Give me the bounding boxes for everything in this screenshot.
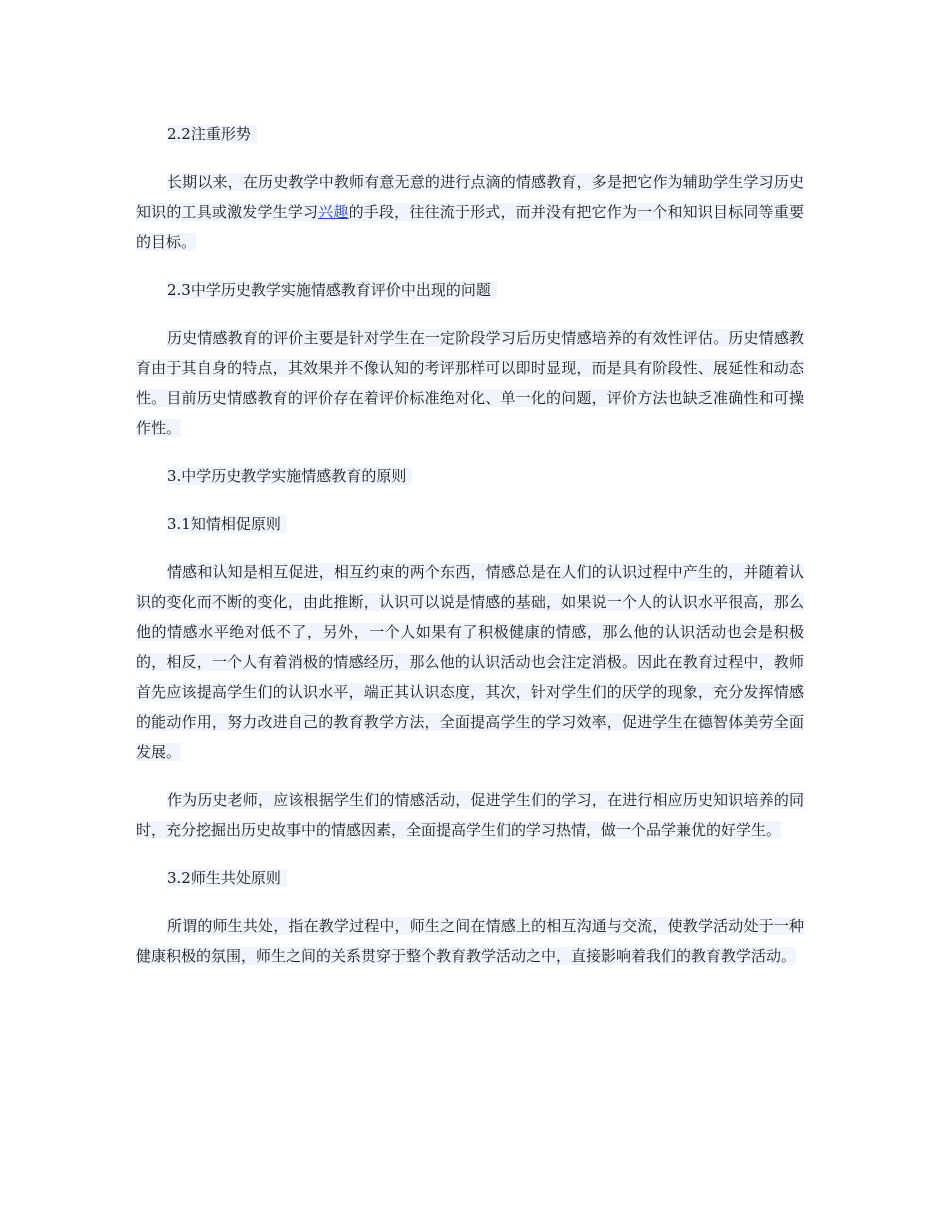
paragraph-text-part xyxy=(136,173,804,251)
document-body xyxy=(136,119,804,989)
heading-text: 3.1知情相促原则 xyxy=(167,515,287,533)
section-heading-2-2 xyxy=(136,119,804,149)
paragraph-text-before-link: 长期以来，在历史教学中教师有意无意的进行点滴的情感教育，多是把它作为辅助学生学习历史知识的工具或激发学生学习 xyxy=(136,173,804,221)
section-heading-3-2 xyxy=(136,863,804,893)
paragraph-text: 作为历史老师，应该根据学生们的情感活动，促进学生们的学习，在进行相应历史知识培养的同时，充分挖掘出历史故事中的情感因素，全面提高学生们的学习热情，做一个品学兼优的好学生。 xyxy=(136,791,804,839)
paragraph-text-after-link: 的手段，往往流于形式，而并没有把它作为一个和知识目标同等重要的目标。 xyxy=(136,203,804,251)
heading-text: 2.3中学历史教学实施情感教育评价中出现的问题 xyxy=(167,281,497,299)
paragraph-3-2 xyxy=(136,911,804,971)
section-heading-3-1 xyxy=(136,509,804,539)
paragraph-text: 所谓的师生共处，指在教学过程中，师生之间在情感上的相互沟通与交流，使教学活动处于一种健康积极的氛围，师生之间的关系贯穿于整个教育教学活动之中，直接影响着我们的教育教学活动。 xyxy=(136,917,804,965)
paragraph-text: 历史情感教育的评价主要是针对学生在一定阶段学习后历史情感培养的有效性评估。历史情感教育由于其自身的特点，其效果并不像认知的考评那样可以即时显现，而是具有阶段性、展延性和动态性。目前历史情感教育的评价存在着评价标准绝对化、单一化的问题，评价方法也缺乏准确性和可操作性。 xyxy=(136,329,804,437)
heading-text: 3.中学历史教学实施情感教育的原则 xyxy=(167,467,412,485)
heading-text: 2.2注重形势 xyxy=(167,125,257,143)
section-heading-2-3 xyxy=(136,275,804,305)
paragraph-3-1-a xyxy=(136,557,804,767)
paragraph-2-2 xyxy=(136,167,804,257)
heading-text: 3.2师生共处原则 xyxy=(167,869,287,887)
section-heading-3 xyxy=(136,461,804,491)
paragraph-text: 情感和认知是相互促进，相互约束的两个东西，情感总是在人们的认识过程中产生的，并随着认识的变化而不断的变化，由此推断，认识可以说是情感的基础，如果说一个人的认识水平很高，那么他的情感水平绝对低不了，另外，一个人如果有了积极健康的情感，那么他的认识活动也会是积极的，相反，一个人有着消极的情感经历，那么他的认识活动也会注定消极。因此在教育过程中，教师首先应该提高学生们的认识水平，端正其认识态度，其次，针对学生们的厌学的现象，充分发挥情感的能动作用，努力改进自己的教育教学方法，全面提高学生的学习效率，促进学生在德智体美劳全面发展。 xyxy=(136,563,804,761)
paragraph-3-1-b xyxy=(136,785,804,845)
interest-link[interactable]: 兴趣 xyxy=(318,203,349,221)
paragraph-2-3 xyxy=(136,323,804,443)
